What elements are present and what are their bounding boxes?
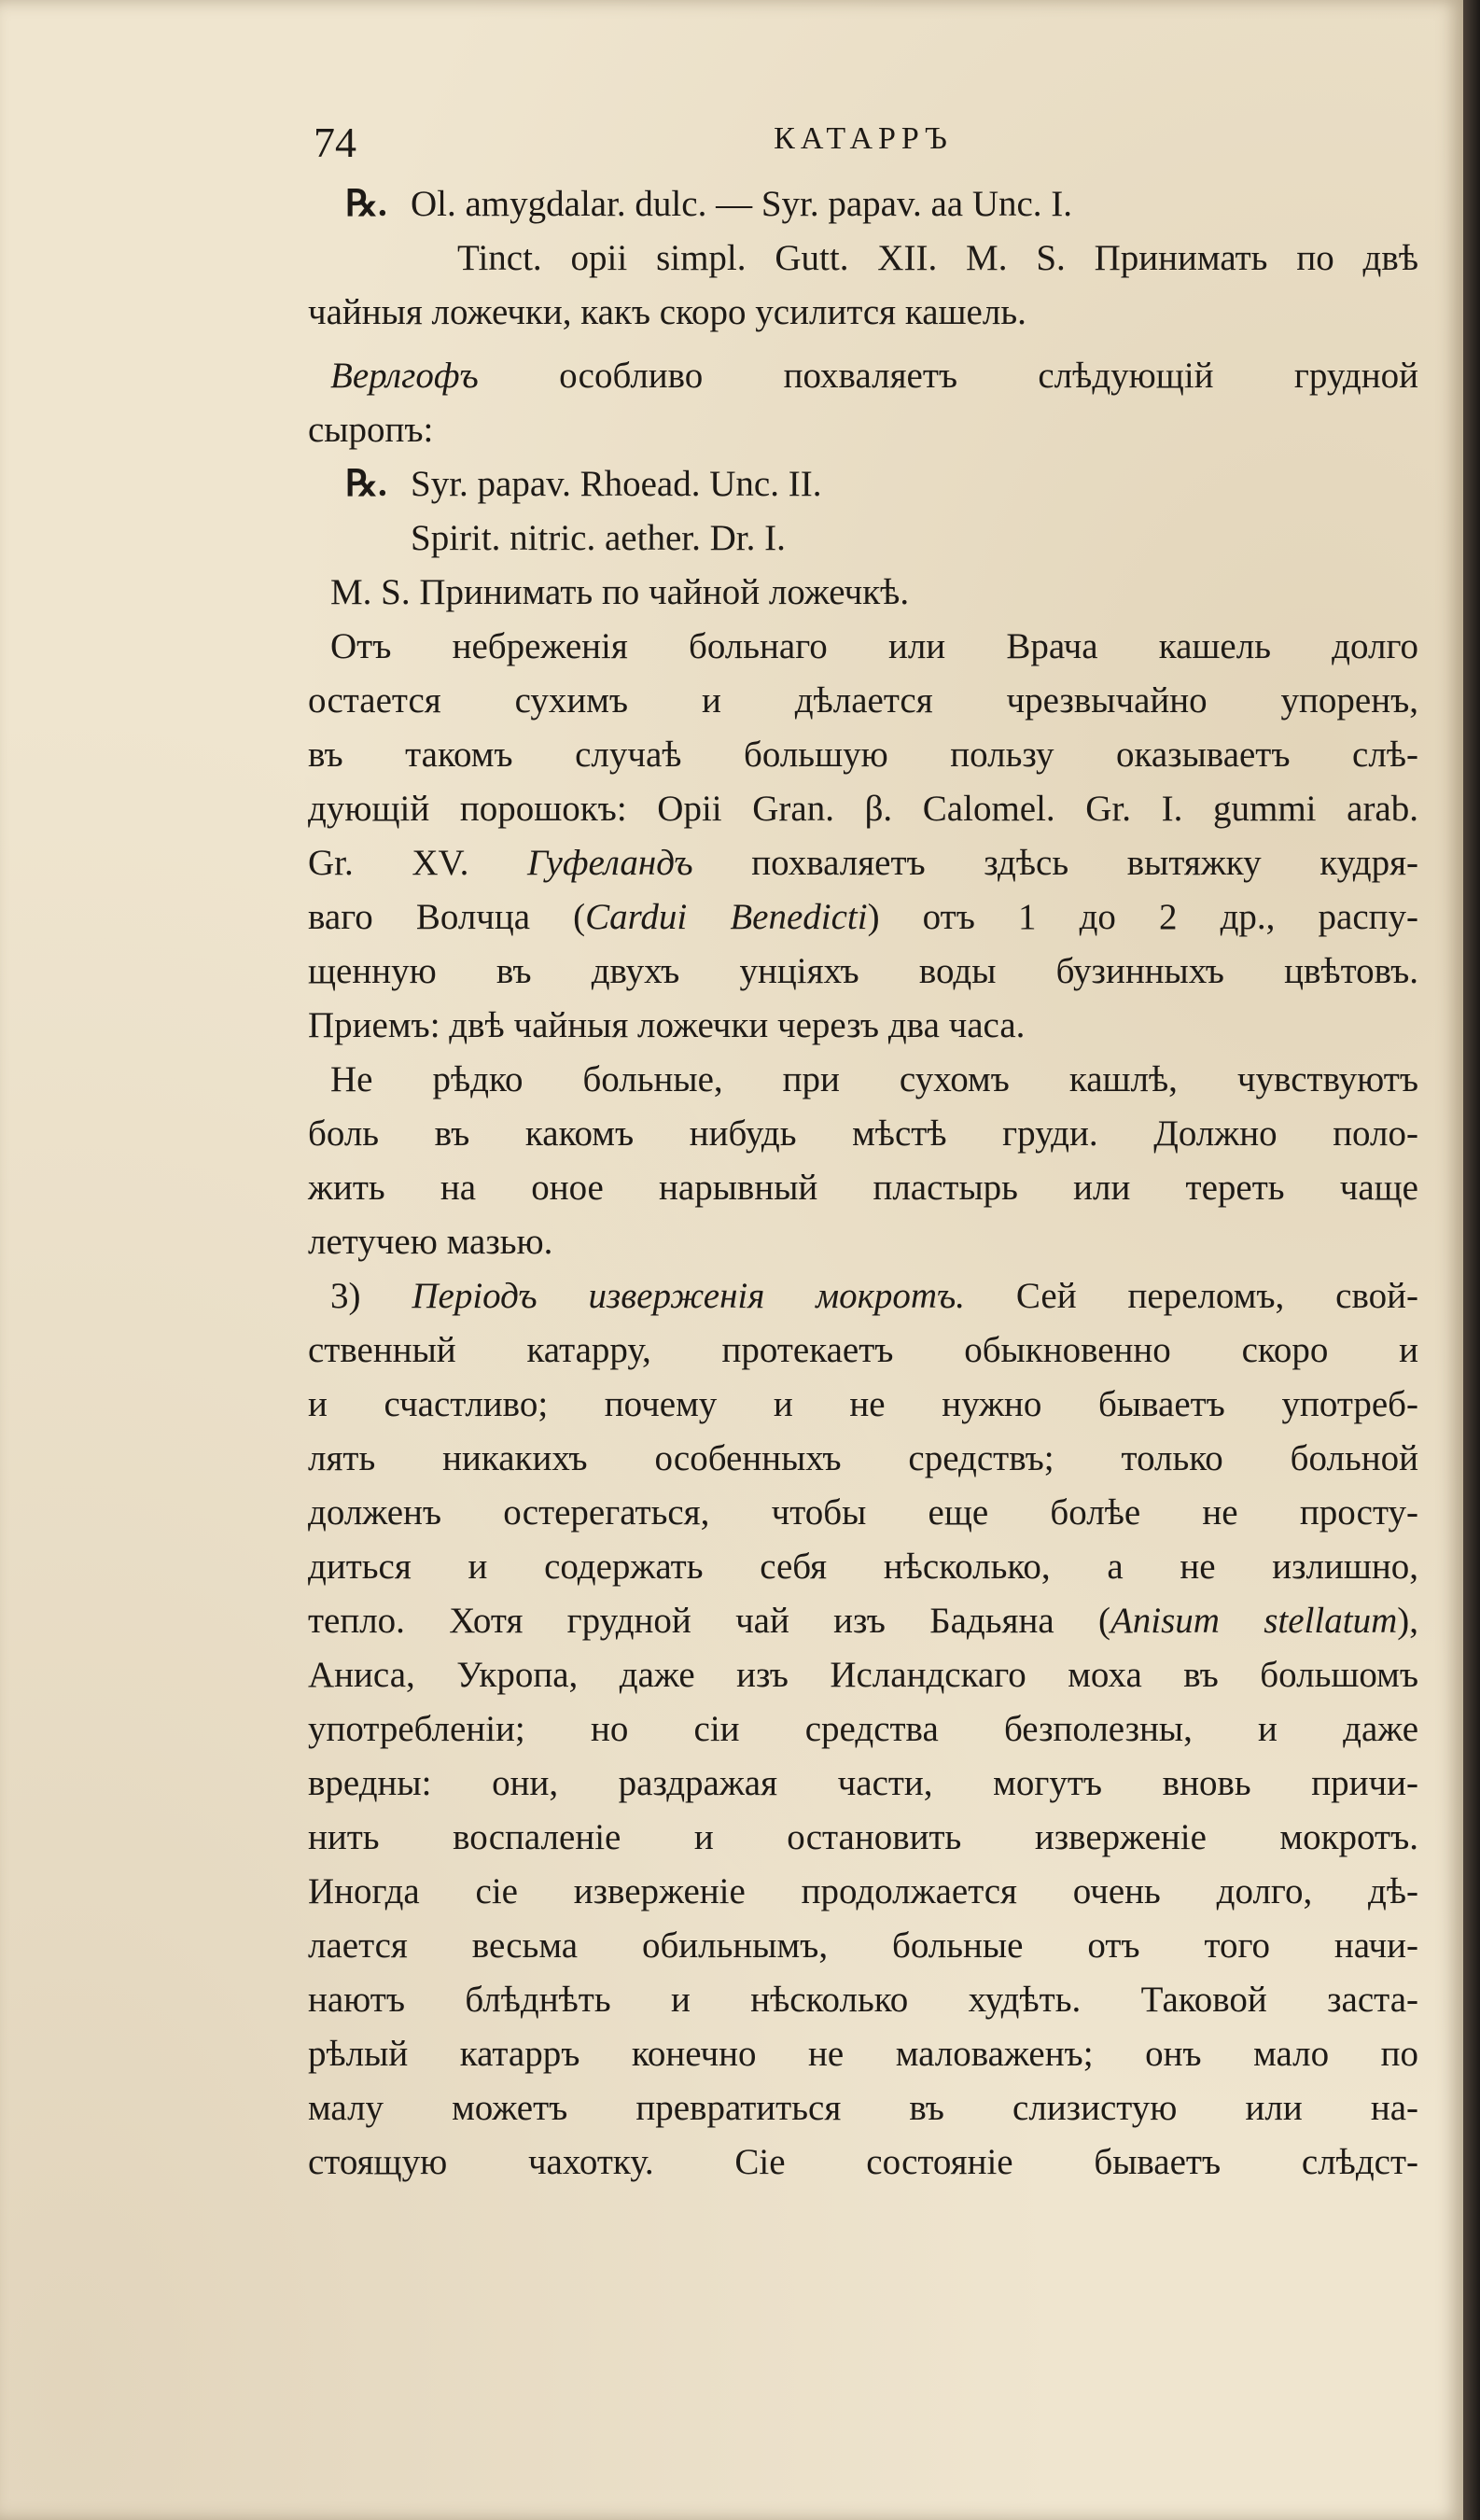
latin-term: Cardui Benedicti (585, 897, 868, 937)
paragraph-4-line-11: нить воспаленіе и остановить изверженіе мокротъ. (308, 1817, 1418, 1857)
paragraph-4-line-6: диться и содержать себя нѣсколько, а не излишно, (308, 1547, 1418, 1587)
prescription-1-line-3: чайныя ложечки, какъ скоро усилится кашель. (308, 292, 1026, 332)
paragraph-2-line-5: Gr. XV. Гуфеландъ похваляетъ здѣсь вытяжку кудря- (308, 843, 1418, 883)
paragraph-3-line-3: жить на оное нарывный пластырь или тереть чаще (308, 1168, 1418, 1208)
page-header (308, 112, 1418, 177)
author-name: Гуфеландъ (527, 843, 693, 883)
prescription-1-line-1 (308, 177, 1418, 231)
paragraph-4-line-8: Аниса, Укропа, даже изъ Исландскаго моха въ большомъ (308, 1655, 1418, 1695)
paragraph-4-line-2: ственный катарру, протекаетъ обыкновенно скоро и (308, 1330, 1418, 1370)
paragraph-2-line-6: ваго Волчца (Cardui Benedicti) отъ 1 до 2 др., распу- (308, 897, 1418, 937)
paragraph-2-line-3: въ такомъ случаѣ большую пользу оказываетъ слѣ- (308, 735, 1418, 775)
paragraph-3-line-2: боль въ какомъ нибудь мѣстѣ груди. Должно поло- (308, 1113, 1418, 1154)
page-text (308, 112, 1418, 2190)
section-title: Періодъ изверженія мокротъ. (412, 1276, 966, 1316)
recipe-symbol-icon: ℞. (345, 464, 387, 504)
page-edge-shadow (1463, 0, 1480, 2520)
paragraph-2-line-4: дующій порошокъ: Opii Gran. β. Calomel. Gr. I. gummi arab. (308, 789, 1418, 829)
running-head: КАТАРРЪ (774, 121, 953, 156)
section-number: 3) (330, 1276, 412, 1316)
paragraph-4-line-17: стоящую чахотку. Сіе состояніе бываетъ слѣдст- (308, 2142, 1418, 2182)
paragraph-4-line-16: малу можетъ превратиться въ слизистую или на- (308, 2088, 1418, 2128)
prescription-1-line-2: Tinct. opii simpl. Gutt. XII. M. S. Принимать по двѣ (457, 238, 1418, 278)
paragraph-1-line-1: Верлгофъ особливо похваляетъ слѣдующій грудной (330, 356, 1418, 396)
paragraph-4-line-10: вредны: они, раздражая части, могутъ вновь причи- (308, 1763, 1418, 1803)
paragraph-4-line-9: употребленіи; но сіи средства безполезны, и даже (308, 1709, 1418, 1749)
paragraph-4-line-3: и счастливо; почему и не нужно бываетъ употреб- (308, 1384, 1418, 1424)
paragraph-4-line-1: 3) Періодъ изверженія мокротъ. Сей переломъ, свой- (330, 1276, 1418, 1316)
latin-term: Anisum stellatum (1110, 1601, 1398, 1641)
paragraph-2-line-7: щенную въ двухъ унціяхъ воды бузинныхъ цвѣтовъ. (308, 951, 1418, 991)
paragraph-4-line-14: наютъ блѣднѣть и нѣсколько худѣть. Таковой заста- (308, 1980, 1418, 2020)
prescription-text: Ol. amygdalar. dulc. — Syr. papav. aa Unc. I. (411, 184, 1073, 224)
prescription-text: Syr. papav. Rhoead. Unc. II. (411, 464, 822, 504)
paragraph-2-line-1: Отъ небреженія больнаго или Врача кашель долго (330, 626, 1418, 666)
recipe-symbol-icon: ℞. (345, 184, 387, 224)
paragraph-1-line-2: сыропъ: (308, 410, 434, 450)
page-number: 74 (314, 119, 356, 166)
paragraph-4-line-13: лается весьма обильнымъ, больные отъ того начи- (308, 1925, 1418, 1966)
paragraph-4-line-7: тепло. Хотя грудной чай изъ Бадьяна (Anisum stellatum), (308, 1601, 1418, 1641)
author-name: Верлгофъ (330, 356, 479, 396)
prescription-2-line-3: M. S. Принимать по чайной ложечкѣ. (330, 572, 910, 612)
paragraph-2-line-8: Приемъ: двѣ чайныя ложечки черезъ два часа. (308, 1005, 1026, 1045)
paragraph-4-line-5: долженъ остерегаться, чтобы еще болѣе не просту- (308, 1492, 1418, 1533)
paragraph-3-line-4: летучею мазью. (308, 1222, 553, 1262)
prescription-2-line-1 (308, 457, 1418, 511)
prescription-2-line-2: Spirit. nitric. aether. Dr. I. (411, 518, 786, 558)
paragraph-3-line-1: Не рѣдко больные, при сухомъ кашлѣ, чувствуютъ (330, 1059, 1418, 1099)
paragraph-4-line-12: Иногда сіе изверженіе продолжается очень долго, дѣ- (308, 1871, 1418, 1911)
paragraph-2-line-2: остается сухимъ и дѣлается чрезвычайно упоренъ, (308, 680, 1418, 721)
paragraph-4-line-15: рѣлый катарръ конечно не маловаженъ; онъ мало по (308, 2034, 1418, 2074)
paragraph-4-line-4: лять никакихъ особенныхъ средствъ; только больной (308, 1438, 1418, 1478)
